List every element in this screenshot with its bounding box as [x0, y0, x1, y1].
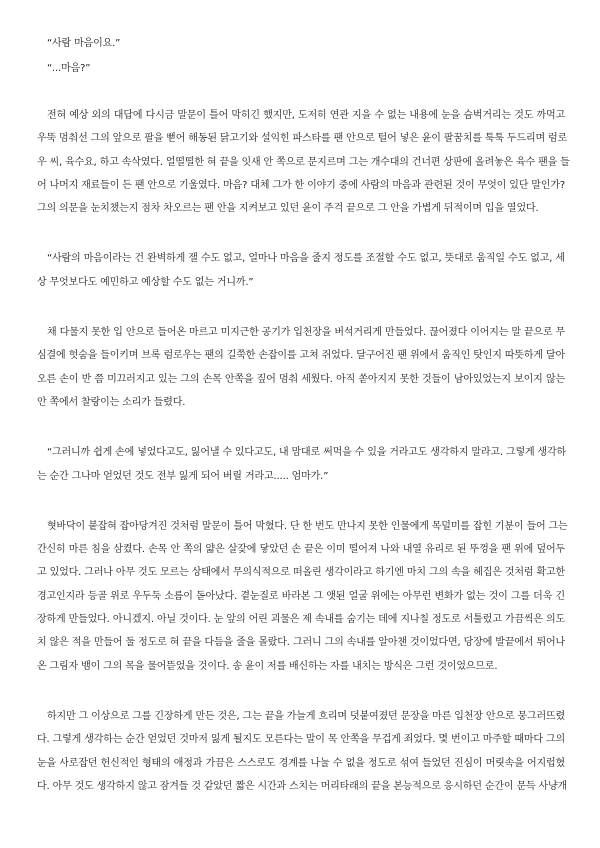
- text-line: 다. 아무 것도 생각하지 않고 잠겨들 것 같았던 짧은 시간과 스치는 머리타래의 끝을 본능적으로 응시하던 순간이 문득 사냥개: [37, 780, 568, 792]
- text-line: 안 쪽에서 찰랑이는 소리가 들렸다.: [37, 396, 186, 408]
- paragraph: [37, 104, 570, 220]
- text-line: 그의 의문을 눈치챘는지 점차 차오르는 팬 안을 지켜보고 있던 윤이 주걱 끝으로 그 안을 가볍게 뒤적이며 입을 열었다.: [37, 203, 539, 215]
- paragraph: [37, 515, 568, 678]
- text-line: 치 않은 적을 만들어 둘 정도로 혀 끝을 다듬을 줄을 몰랐다. 그러니 그의 속내를 알아챈 것이었다면, 당장에 발끝에서 튀어나: [37, 637, 565, 649]
- text-line: “...마음?”: [47, 62, 91, 74]
- text-line: 온 그림자 뱀이 그의 목을 물어뜯었을 것이다. 송 윤이 저를 배신하는 자를 내치는 방식은 그런 것이었으므로.: [37, 660, 498, 672]
- text-line: “그러니까 쉽게 손에 넣었다고도, 잃어낼 수 있다고도, 내 맘대로 써먹을 수 있을 거라고도 생각하지 말라고. 그렇게 생각하: [47, 447, 567, 459]
- text-line: 눈을 사로잡던 헌신적인 형태의 애정과 가끔은 스스로도 경계를 나눌 수 없을 정도로 섞여 들었던 진심이 머릿속을 어지럽혔: [37, 757, 565, 769]
- text-line: 고 있었다. 그러나 아무 것도 모르는 상태에서 무의식적으로 떠올린 생각이라고 하기엔 마치 그의 속을 헤집은 것처럼 확고한: [37, 567, 565, 579]
- text-line: 혓바닥이 붙잡혀 잡아당겨진 것처럼 말문이 틀어 막혔다. 단 한 번도 만나지 못한 인물에게 목덜미를 잡힌 기분이 들어 그는: [47, 520, 568, 532]
- text-line: 심결에 헛숨을 들이키며 브록 럼로우는 팬의 길쭉한 손잡이를 고쳐 쥐었다. 달구어진 팬 위에서 움직인 탓인지 따뜻하게 달아: [37, 350, 565, 362]
- text-line: 장하게 만들었다. 아니겠지. 아닐 것이다. 눈 앞의 어린 괴물은 제 속내를 숨기는 데에 지나칠 정도로 서툴렀고 가끔씩은 의도: [37, 614, 565, 626]
- text-line: 오른 손이 반 쯤 미끄러지고 있는 그의 손목 안쪽을 짚어 멈춰 세웠다. 아직 쏟아지지 못한 것들이 남아있었는지 보이지 않는: [37, 373, 565, 385]
- body-paragraphs: [37, 104, 570, 798]
- text-line: 어 나머지 재료들이 든 팬 안으로 기울였다. 마음? 대체 그가 한 이야기 중에 사람의 마음과 관련된 것이 무엇이 있단 말인가?: [37, 179, 565, 191]
- text-line: “사람 마음이요.”: [47, 38, 121, 49]
- paragraph: [37, 705, 568, 798]
- text-line: 전혀 예상 외의 대답에 다시금 말문이 틀어 막히긴 했지만, 도저히 연관 지을 수 없는 내용에 눈을 슴벅거리는 것도 까먹고: [47, 109, 565, 121]
- text-line: 우뚝 멈춰선 그의 앞으로 팔을 뻗어 해동된 닭고기와 설익힌 파스타를 팬 안으로 털어 넣은 윤이 팔꿈치를 툭툭 두드리며 럼로: [37, 133, 568, 145]
- paragraph: [37, 441, 565, 488]
- text-line: “사람의 마음이라는 건 완벽하게 잴 수도 없고, 얼마나 마음을 줄지 정도를 조절할 수도 없고, 뜻대로 움직일 수도 없고, 세: [47, 253, 565, 265]
- text-line: 우 씨, 육수요, 하고 속삭였다. 얼떨떨한 혀 끝을 잇새 안 쪽으로 문지르며 그는 개수대의 건너편 상판에 올려놓은 육수 팬을 들: [37, 156, 570, 168]
- text-line: 는 순간 그나마 얻었던 것도 전부 잃게 되어 버릴 거라고..... 엄마가.”: [37, 470, 329, 482]
- paragraph: [37, 321, 565, 414]
- dialogue-line: [37, 32, 565, 55]
- text-line: 채 다물지 못한 입 안으로 들어온 마르고 미지근한 공기가 입천장을 버석거리게 만들었다. 끊어졌다 이어지는 말 끝으로 무: [47, 327, 565, 339]
- text-line: 상 무엇보다도 예민하고 예상할 수도 없는 거니까.”: [37, 276, 254, 288]
- text-line: 다. 그렇게 생각하는 순간 얻었던 것마저 잃게 될지도 모른다는 말이 목 안쪽을 무겁게 죄었다. 몇 번이고 마주할 때마다 그의: [37, 734, 565, 746]
- text-line: 하지만 그 이상으로 그를 긴장하게 만든 것은, 그는 끝을 가늘게 흐리며 덧붙여졌던 문장을 마른 입천장 안으로 뭉그러뜨렸: [47, 710, 565, 722]
- paragraph: [37, 247, 565, 294]
- text-line: 간신히 마른 침을 삼켰다. 손목 안 쪽의 얇은 살갗에 닿았던 손 끝은 이미 떨어져 나와 내열 유리로 된 뚜껑을 팬 위에 덮어두: [37, 544, 565, 556]
- dialogue-line: [37, 57, 565, 80]
- text-line: 경고인지라 등골 위로 우두둑 소름이 돋아났다. 곁눈질로 바라본 그 앳된 얼굴 위에는 아무런 변화가 없는 것이 그를 더욱 긴: [37, 590, 565, 602]
- document-page: [37, 32, 570, 798]
